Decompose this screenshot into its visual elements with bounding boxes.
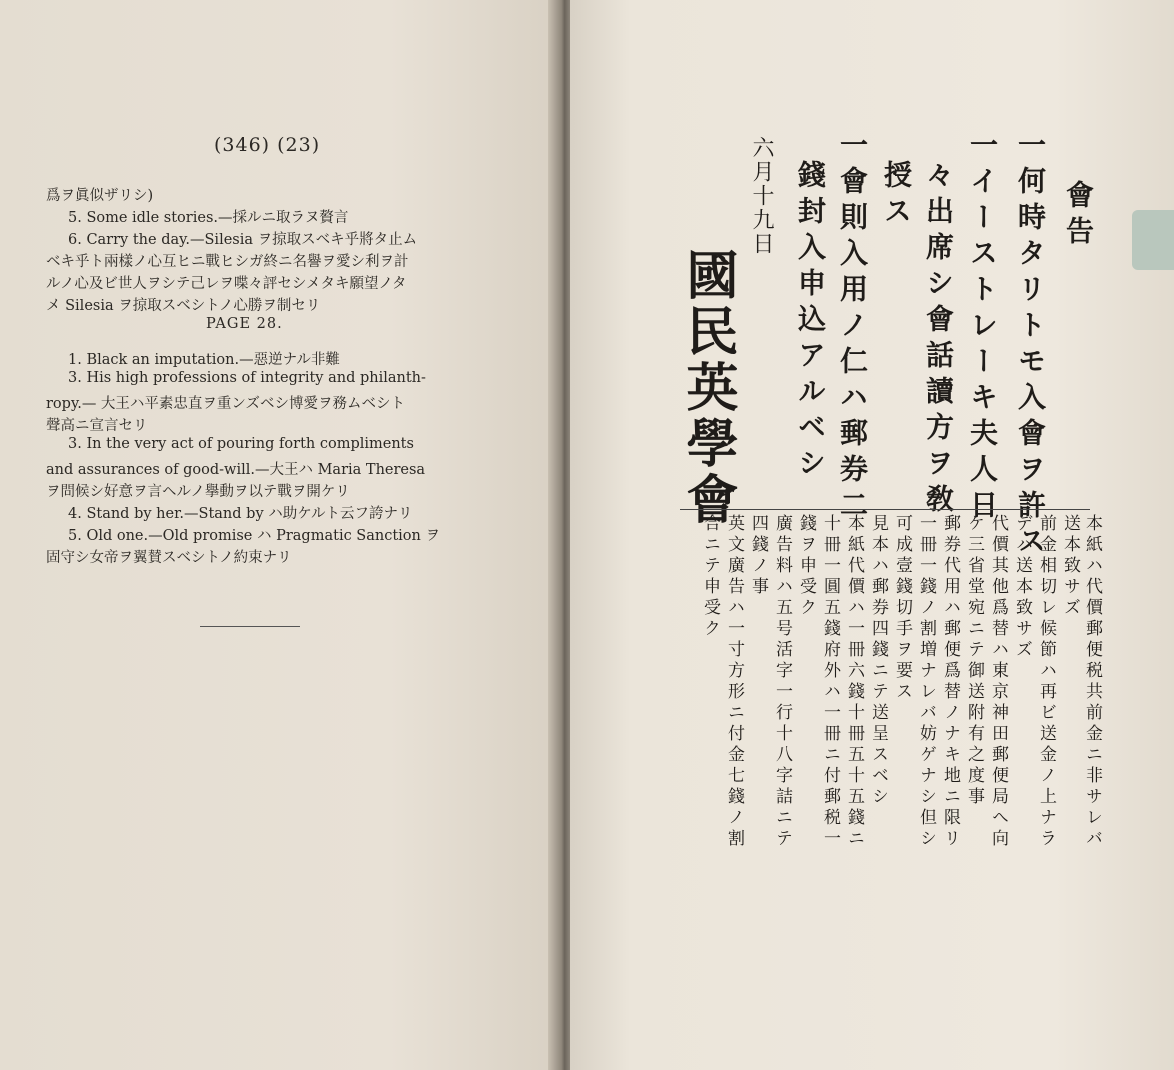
notice-date: 六月十九日 [749, 136, 774, 256]
text-line: 1. Black an imputation.—惡逆ナル非難 [68, 352, 340, 368]
text-line: ルノ心及ビ世人ヲシテ己レヲ喋々評セシメタキ願望ノタ [46, 276, 407, 292]
left-page [0, 0, 556, 1070]
info-column: 一冊一錢ノ割増ナレバ妨ゲナシ但シ [916, 514, 936, 850]
notice-column: 々出席シ會話讀方ヲ敎 [922, 160, 955, 520]
text-line: 5. Some idle stories.—採ルニ取ラヌ贅言 [68, 210, 349, 226]
page-number: (346) (23) [214, 134, 321, 156]
text-line: 爲ヲ眞似ザリシ) [46, 188, 154, 204]
notice-column: 錢封入申込アルベシ [794, 160, 827, 484]
page-tab [1132, 210, 1174, 270]
text-line: 6. Carry the day.—Silesia ヲ掠取スベキ乎將タ止ム [68, 232, 418, 248]
info-column: 合ニテ申受ク [700, 514, 720, 640]
text-line: and assurances of good-will.—大王ハ Maria Theresa [46, 462, 426, 478]
notice-column: 一會則入用ノ仁ハ郵券二 [836, 130, 869, 526]
text-line: 5. Old one.—Old promise ハ Pragmatic Sanction ヲ [68, 528, 440, 544]
text-line: メ Silesia ヲ掠取スベシトノ心勝ヲ制セリ [46, 298, 321, 314]
notice-column: 授ス [880, 160, 913, 232]
info-column: 四錢ノ事 [748, 514, 768, 598]
page-heading: PAGE 28. [206, 316, 283, 332]
text-line: 固守シ女帝ヲ翼賛スベシトノ約束ナリ [46, 550, 292, 566]
info-column: 英文廣告ハ一寸方形ニ付金七錢ノ割 [724, 514, 744, 850]
info-column: 十冊一圓五錢府外ハ一冊ニ付郵税一 [820, 514, 840, 850]
notice-column: 一イーストレーキ夫人日 [966, 130, 999, 526]
info-column: ケ三省堂宛ニテ御送附有之度事 [964, 514, 984, 808]
info-column: 送本致サズ [1060, 514, 1080, 619]
notice-heading: 會告 [1062, 180, 1095, 252]
text-line: ヲ問候シ好意ヲ言ヘルノ擧動ヲ以テ戰ヲ開ケリ [46, 484, 350, 500]
info-column: 代價其他爲替ハ東京神田郵便局へ向 [988, 514, 1008, 850]
text-line: ropy.— 大王ハ平素忠直ヲ重ンズベシ博愛ヲ務ムベシト [46, 396, 405, 412]
info-column: 見本ハ郵券四錢ニテ送呈スベシ [868, 514, 888, 808]
info-column: 本紙ハ代價郵便税共前金ニ非サレバ [1082, 514, 1102, 850]
info-column: 可成壹錢切手ヲ要ス [892, 514, 912, 703]
text-line: 聲高ニ宣言セリ [46, 418, 148, 434]
section-divider [680, 509, 1090, 510]
notice-column: 一何時タリトモ入會ヲ許ス [1014, 130, 1047, 562]
society-name: 國民英學會 [677, 248, 738, 528]
info-column: 郵券代用ハ郵便爲替ノナキ地ニ限リ [940, 514, 960, 850]
info-column: 廣告料ハ五号活字一行十八字詰ニテ [772, 514, 792, 850]
text-line: 3. In the very act of pouring forth compliments [68, 436, 414, 452]
text-line: ベキ乎ト兩樣ノ心互ヒニ戰ヒシガ終ニ名譽ヲ愛シ利ヲ計 [46, 254, 409, 270]
text-line: 3. His high professions of integrity and philanth- [68, 370, 426, 386]
info-column: 錢ヲ申受ク [796, 514, 816, 619]
info-column: 本紙代價ハ一冊六錢十冊五十五錢ニ [844, 514, 864, 850]
text-line: 4. Stand by her.—Stand by ハ助ケルト云フ誇ナリ [68, 506, 413, 522]
end-rule [200, 626, 300, 627]
info-column: デハ送本致サズ [1012, 514, 1032, 661]
info-column: 前金相切レ候節ハ再ビ送金ノ上ナラ [1036, 514, 1056, 850]
